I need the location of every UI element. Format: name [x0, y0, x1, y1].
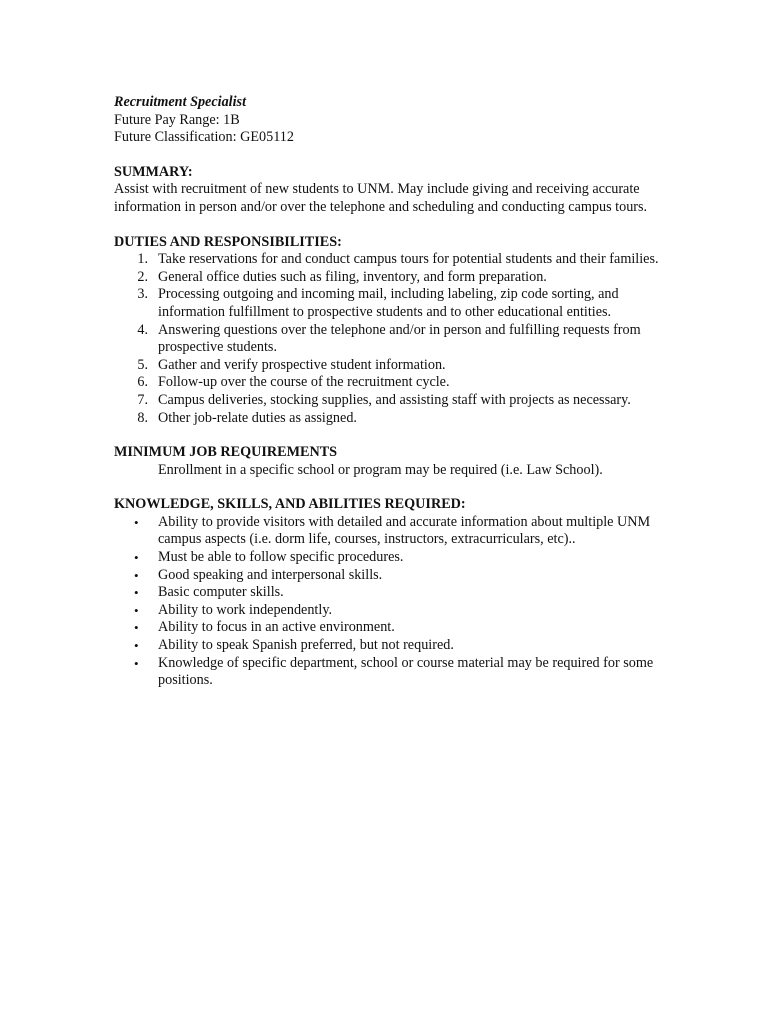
duty-number: 8. — [137, 409, 148, 426]
bullet-icon: • — [134, 655, 139, 671]
pay-range: Future Pay Range: 1B — [114, 111, 240, 128]
duty-number: 3. — [137, 286, 148, 303]
ksa-text: Must be able to follow specific procedures. — [158, 549, 404, 566]
classification: Future Classification: GE05112 — [114, 129, 294, 146]
summary-heading: SUMMARY: — [114, 163, 193, 180]
duty-text: General office duties such as filing, inventory, and form preparation. — [158, 268, 547, 285]
ksa-item — [114, 602, 674, 620]
document-page — [114, 94, 674, 690]
requirements-heading: MINIMUM JOB REQUIREMENTS — [114, 444, 338, 461]
duty-text: Answering questions over the telephone and/or in person and fulfilling requests from prospective students. — [158, 321, 641, 356]
bullet-icon: • — [134, 602, 139, 618]
duty-text: Other job-relate duties as assigned. — [158, 409, 357, 426]
duty-number: 6. — [137, 374, 148, 391]
ksa-text: Ability to focus in an active environment. — [158, 619, 395, 636]
duty-text: Follow-up over the course of the recruitment cycle. — [158, 374, 450, 391]
spacer — [114, 427, 674, 444]
duties-heading: DUTIES AND RESPONSIBILITIES: — [114, 233, 342, 250]
duty-item — [114, 392, 674, 410]
duty-item — [114, 286, 674, 321]
bullet-icon: • — [134, 585, 139, 601]
bullet-icon: • — [134, 638, 139, 654]
ksa-text: Basic computer skills. — [158, 584, 284, 601]
ksa-text: Good speaking and interpersonal skills. — [158, 566, 383, 583]
bullet-icon: • — [134, 620, 139, 636]
bullet-icon: • — [134, 567, 139, 583]
duty-number: 7. — [137, 391, 148, 408]
duty-number: 1. — [137, 251, 148, 268]
duty-item — [114, 410, 674, 428]
ksa-item — [114, 567, 674, 585]
ksa-text: Ability to speak Spanish preferred, but not required. — [158, 637, 454, 654]
duty-item — [114, 322, 674, 357]
spacer — [114, 217, 674, 234]
ksa-item — [114, 549, 674, 567]
ksa-heading: KNOWLEDGE, SKILLS, AND ABILITIES REQUIRED: — [114, 496, 466, 513]
duty-text: Campus deliveries, stocking supplies, and assisting staff with projects as necessary. — [158, 391, 631, 408]
ksa-item — [114, 584, 674, 602]
duty-text: Processing outgoing and incoming mail, including labeling, zip code sorting, and information fulfillment to prospective students and to other educational entities. — [158, 286, 619, 320]
requirements-text: Enrollment in a specific school or program may be required (i.e. Law School). — [158, 461, 603, 478]
job-title: Recruitment Specialist — [114, 94, 247, 110]
ksa-item — [114, 514, 674, 549]
ksa-item — [114, 637, 674, 655]
duty-number: 2. — [137, 268, 148, 285]
spacer — [114, 147, 674, 164]
ksa-text: Ability to work independently. — [158, 601, 333, 618]
ksa-text: Knowledge of specific department, school or course material may be required for some positions. — [158, 654, 654, 689]
duty-number: 4. — [137, 321, 148, 338]
bullet-icon: • — [134, 550, 139, 566]
ksa-item — [114, 655, 674, 690]
duty-item — [114, 374, 674, 392]
ksa-list — [114, 514, 674, 690]
ksa-item — [114, 619, 674, 637]
summary-text: Assist with recruitment of new students to UNM. May include giving and receiving accurate information in person and/or over the telephone and scheduling and conducting campus tours. — [114, 181, 648, 215]
duty-text: Take reservations for and conduct campus tours for potential students and their families. — [158, 251, 659, 268]
bullet-icon: • — [134, 514, 139, 530]
duty-item — [114, 357, 674, 375]
duty-number: 5. — [137, 356, 148, 373]
ksa-text: Ability to provide visitors with detailed and accurate information about multiple UNM campus aspects (i.e. dorm life, courses, instructors, extracurriculars, etc).. — [158, 513, 651, 548]
spacer — [114, 479, 674, 496]
duty-item — [114, 251, 674, 269]
duty-text: Gather and verify prospective student information. — [158, 356, 446, 373]
duty-item — [114, 269, 674, 287]
duties-list — [114, 251, 674, 427]
